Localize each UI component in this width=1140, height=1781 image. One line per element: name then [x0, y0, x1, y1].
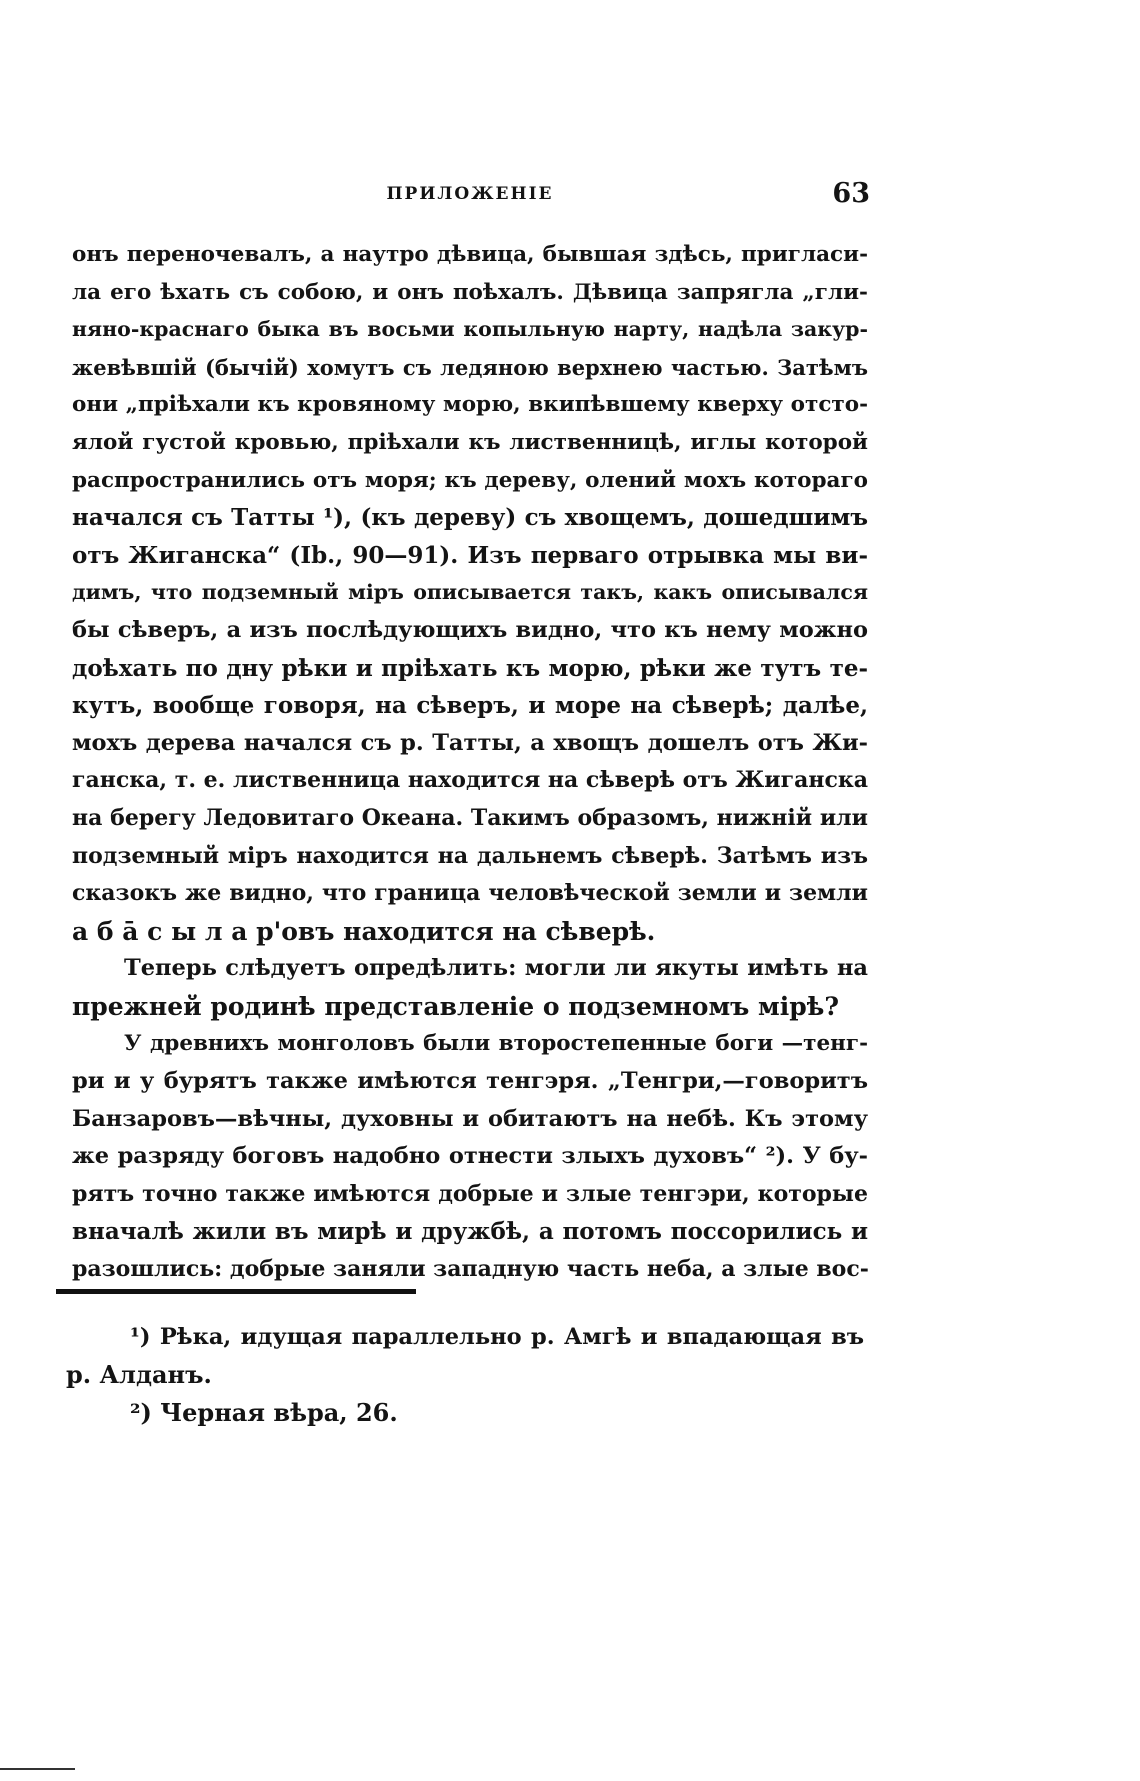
text-line: сказокъ же видно, что граница человѣческой земли и земли: [72, 880, 868, 907]
text-line: У древнихъ монголовъ были второстепенные боги —тенг-: [124, 1031, 868, 1057]
text-line: разошлись: добрые заняли западную часть неба, а злые вос-: [72, 1256, 869, 1283]
text-line: распространились отъ моря; къ дереву, олений мохъ котораго: [72, 467, 868, 493]
text-line: димъ, что подземный міръ описывается такъ, какъ описывался: [72, 580, 868, 605]
text-line: отъ Жиганска“ (Ib., 90—91). Изъ перваго отрывка мы ви-: [72, 541, 868, 569]
text-line: ялой густой кровью, пріѣхали къ лиственницѣ, иглы которой: [72, 429, 868, 455]
text-line: на берегу Ледовитаго Океана. Такимъ образомъ, нижній или: [72, 804, 868, 831]
text-line: а б ā с ы л а р'овъ находится на сѣверѣ.: [72, 916, 656, 946]
text-line: прежней родинѣ представленіе о подземномъ мірѣ?: [72, 991, 839, 1021]
text-line: мохъ дерева начался съ р. Татты, а хвощъ дошелъ отъ Жи-: [72, 729, 868, 756]
footnote-line: р. Алданъ.: [66, 1360, 212, 1389]
footnote-divider: [56, 1289, 416, 1294]
body-text: [72, 236, 868, 1289]
text-line: начался съ Татты ¹), (къ дереву) съ хвощемъ, дошедшимъ: [72, 504, 868, 532]
text-line: Банзаровъ—вѣчны, духовны и обитаютъ на небѣ. Къ этому: [72, 1105, 868, 1132]
running-head: ПРИЛОЖЕНІЕ: [386, 184, 554, 204]
footnote-line: ¹) Рѣка, идущая параллельно р. Амгѣ и впадающая въ: [130, 1324, 864, 1350]
page-number: 63: [832, 178, 870, 209]
text-line: подземный міръ находится на дальнемъ сѣверѣ. Затѣмъ изъ: [72, 842, 868, 869]
scan-edge-mark: [0, 1768, 75, 1770]
text-line: рятъ точно также имѣются добрые и злые тенгэри, которые: [72, 1180, 868, 1207]
text-line: кутъ, вообще говоря, на сѣверъ, и море на сѣверѣ; далѣе,: [72, 692, 868, 720]
text-line: жевѣвшій (бычій) хомутъ съ ледяною верхнею частью. Затѣмъ: [72, 354, 868, 380]
footnotes: [56, 1318, 864, 1432]
text-line: вначалѣ жили въ мирѣ и дружбѣ, а потомъ поссорились и: [72, 1218, 868, 1246]
footnote-line: ²) Черная вѣра, 26.: [130, 1398, 398, 1427]
text-line: ганска, т. е. лиственница находится на сѣверѣ отъ Жиганска: [72, 767, 868, 794]
text-line: няно-краснаго быка въ восьми копыльную нарту, надѣла закур-: [72, 317, 868, 342]
text-line: ла его ѣхать съ собою, и онъ поѣхалъ. Дѣвица запрягла „гли-: [72, 279, 868, 305]
text-line: онъ переночевалъ, а наутро дѣвица, бывшая здѣсь, пригласи-: [72, 242, 868, 267]
text-line: Теперь слѣдуетъ опредѣлить: могли ли якуты имѣть на: [124, 955, 868, 982]
text-line: ри и у бурятъ также имѣются тенгэря. „Тенгри,—говоритъ: [72, 1068, 868, 1095]
text-line: же разряду боговъ надобно отнести злыхъ духовъ“ ²). У бу-: [72, 1143, 868, 1170]
page-header: [70, 178, 870, 218]
text-line: они „пріѣхали къ кровяному морю, вкипѣвшему кверху отсто-: [72, 392, 868, 418]
text-line: бы сѣверъ, а изъ послѣдующихъ видно, что къ нему можно: [72, 616, 868, 643]
text-line: доѣхать по дну рѣки и пріѣхать къ морю, рѣки же тутъ те-: [72, 654, 868, 682]
